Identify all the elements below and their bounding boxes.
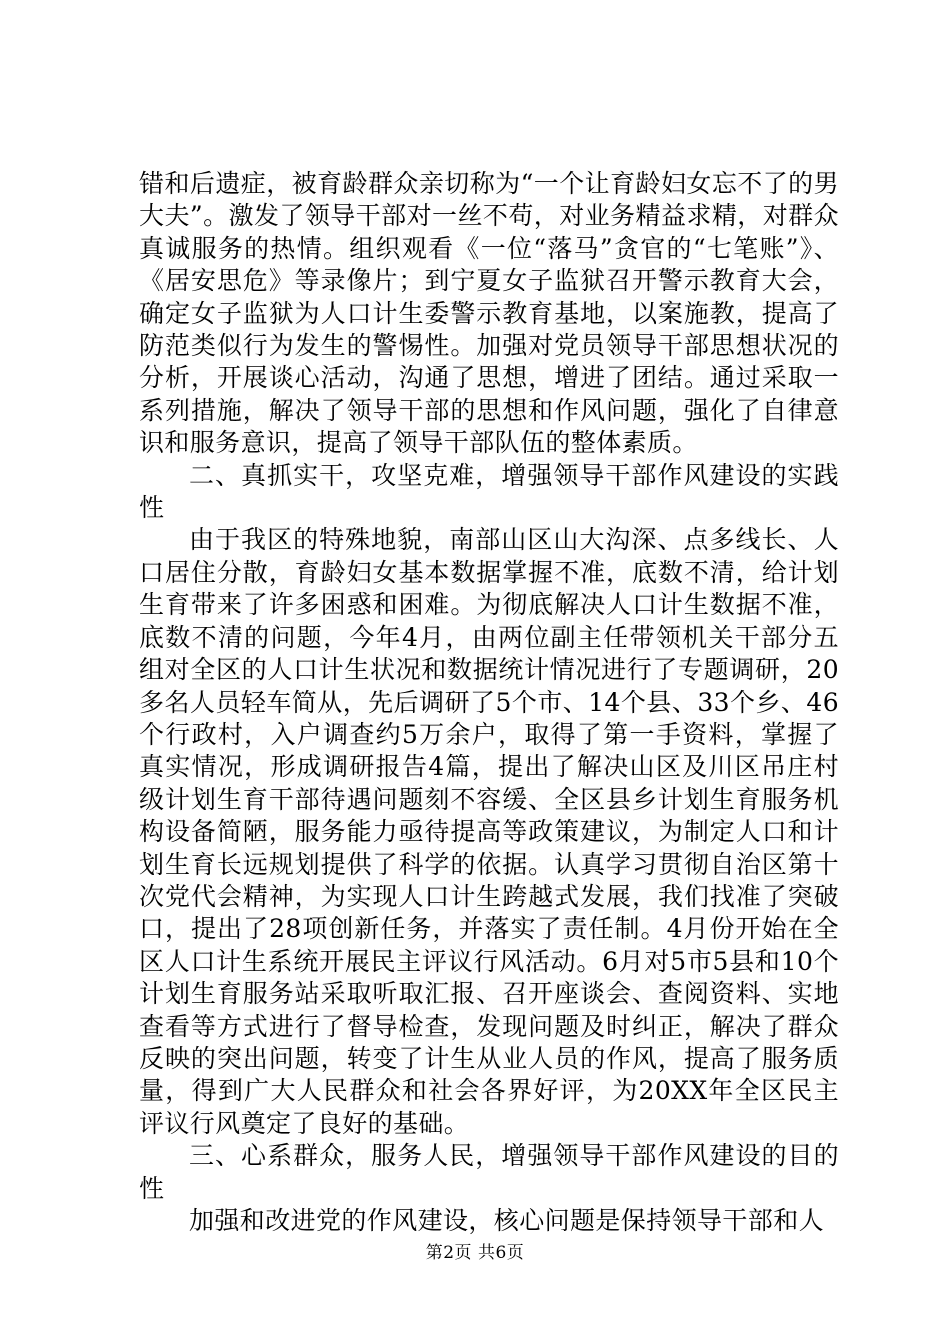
page-number-footer: 第2页 共6页 bbox=[425, 1243, 525, 1263]
document-body bbox=[139, 168, 839, 1237]
section-heading-three: 三、心系群众，服务人民，增强领导干部作风建设的目的性 bbox=[139, 1141, 839, 1203]
section-heading-two: 二、真抓实干，攻坚克难，增强领导干部作风建设的实践性 bbox=[139, 460, 839, 523]
paragraph-section-three-body: 加强和改进党的作风建设，核心问题是保持领导干部和人 bbox=[189, 1206, 825, 1235]
paragraph-section-two-body: 由于我区的特殊地貌，南部山区山大沟深、点多线长、人口居住分散，育龄妇女基本数据掌握不准，底数不清，给计划生育带来了许多困惑和困难。为彻底解决人口计生数据不准，底数不清的问题，今年4月，由两位副主任带领机关干部分五组对全区的人口计生状况和数据统计情况进行了专题调研，20多名人员轻车简从，先后调研了5个市、14个县、33个乡、46个行政村，入户调查约5万余户，取得了第一手资料，掌握了真实情况，形成调研报告4篇，提出了解决山区及川区吊庄村级计划生育干部待遇问题刻不容缓、全区县乡计划生育服务机构设备简陋，服务能力亟待提高等政策建议，为制定人口和计划生育长远规划提供了科学的依据。认真学习贯彻自治区第十次党代会精神，为实现人口计生跨越式发展，我们找准了突破口，提出了28项创新任务，并落实了责任制。4月份开始在全区人口计生系统开展民主评议行风活动。6月对5市5县和10个计划生育服务站采取听取汇报、召开座谈会、查阅资料、实地查看等方式进行了督导检查，发现问题及时纠正，解决了群众反映的突出问题，转变了计生从业人员的作风，提高了服务质量，得到广大人民群众和社会各界好评，为20XX年全区民主评议行风奠定了良好的基础。 bbox=[139, 525, 839, 1138]
paragraph-continuation: 错和后遗症，被育龄群众亲切称为“一个让育龄妇女忘不了的男大夫”。激发了领导干部对一丝不苟，对业务精益求精，对群众真诚服务的热情。组织观看《一位“落马”贪官的“七笔账”》、《居安思危》等录像片；到宁夏女子监狱召开警示教育大会，确定女子监狱为人口计生委警示教育基地，以案施教，提高了防范类似行为发生的警惕性。加强对党员领导干部思想状况的分析，开展谈心活动，沟通了思想，增进了团结。通过采取一系列措施，解决了领导干部的思想和作风问题，强化了自律意识和服务意识，提高了领导干部队伍的整体素质。 bbox=[139, 169, 839, 458]
